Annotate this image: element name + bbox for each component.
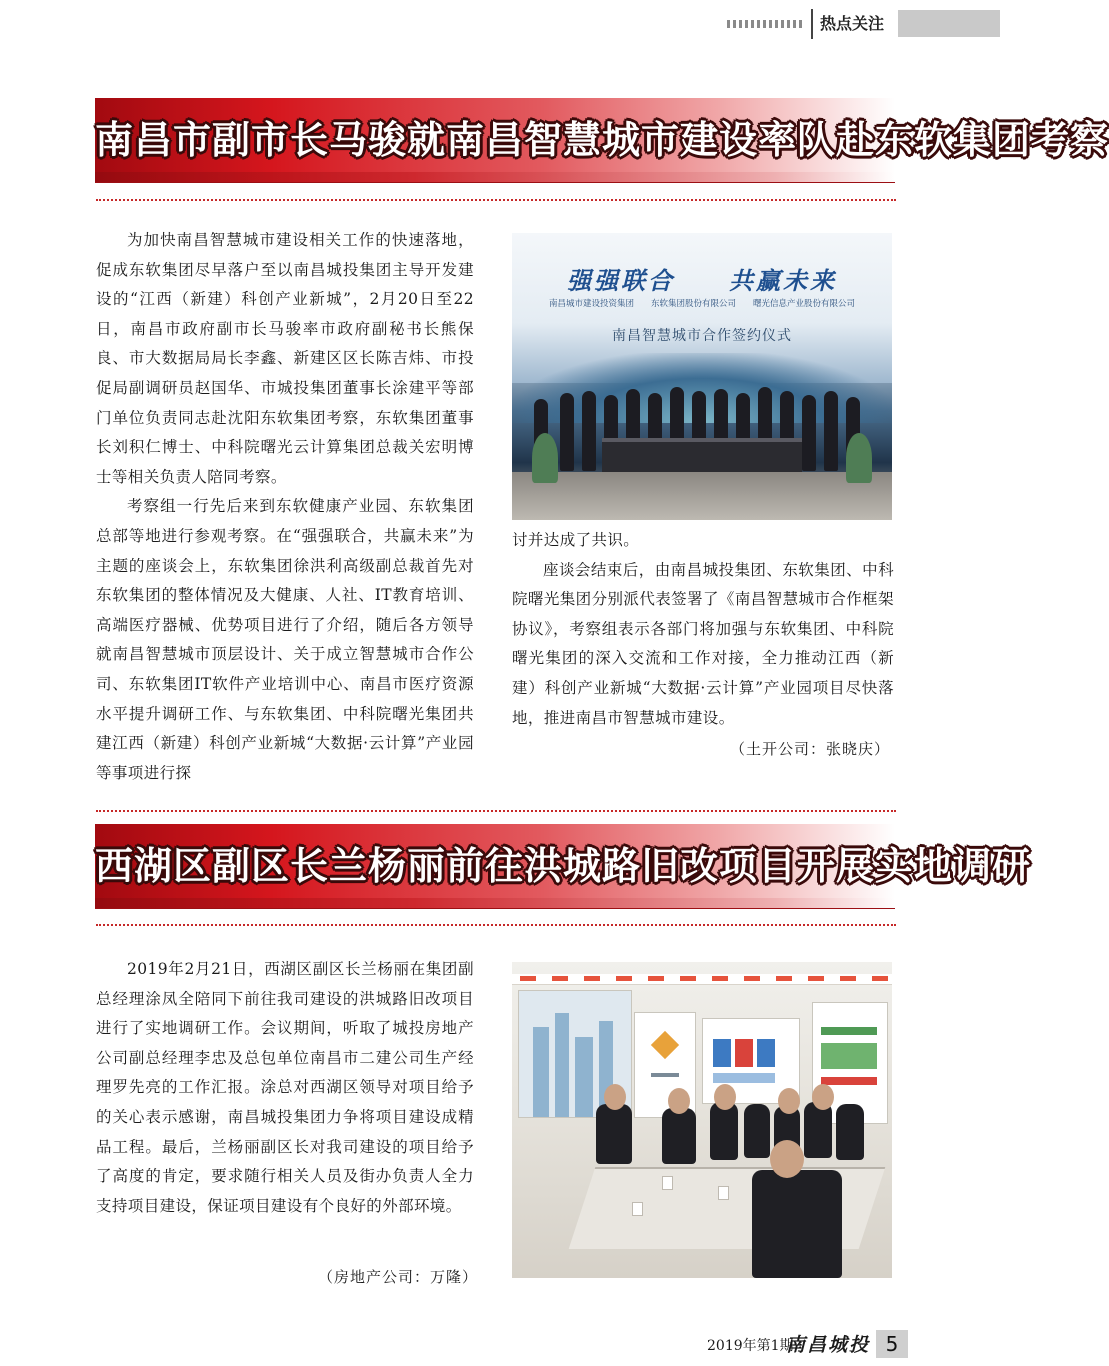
- article1-paragraph: 座谈会结束后，由南昌城投集团、东软集团、中科院曙光集团分别派代表签署了《南昌智慧城市合作框架协议》，考察组表示各部门将加强与东软集团、中科院曙光集团的深入交流和工作对接，全力推动江西（新建）科创产业新城“大数据·云计算”产业园项目尽快落地，推进南昌市智慧城市建设。: [512, 560, 894, 727]
- potted-plant: [846, 433, 872, 483]
- attendee-head: [770, 1140, 804, 1178]
- article1-paragraph: 考察组一行先后来到东软健康产业园、东软集团总部等地进行参观考察。在“强强联合，共赢未来”为主题的座谈会上，东软集团徐洪利高级副总裁首先对东软集团的整体情况及大健康、人社、IT教育培训、高端医疗器械、优势项目进行了介绍，随后各方领导就南昌智慧城市顶层设计、关于成立智慧城市合作公司、东软集团IT软件产业培训中心、南昌市医疗资源水平提升调研工作、与东软集团、中科院曙光集团共建江西（新建）科创产业新城“大数据·云计算”产业园等事项进行探: [96, 497, 474, 782]
- signing-ceremony-photo: [512, 233, 892, 520]
- header-separator: [811, 9, 813, 39]
- stage-floor: [512, 472, 892, 520]
- header-decoration-bars: [727, 20, 807, 28]
- backdrop-slogan: 强强联合 共赢未来: [567, 267, 837, 295]
- attendee-head: [778, 1088, 800, 1114]
- footer-issue: 2019年第1期: [707, 1338, 794, 1354]
- signing-table: [602, 438, 802, 476]
- attendee-head: [812, 1084, 834, 1110]
- paper-cup: [662, 1176, 673, 1190]
- backdrop-ceremony-title: 南昌智慧城市合作签约仪式: [612, 328, 792, 344]
- attendee-head: [714, 1084, 736, 1110]
- paper-cup: [718, 1186, 729, 1200]
- meeting-room-photo: [512, 962, 892, 1278]
- dotted-divider-top: [96, 199, 896, 201]
- dotted-divider-lower: [96, 924, 896, 926]
- header-grey-tab: [898, 10, 1000, 37]
- page-number: 5: [876, 1330, 908, 1358]
- article1-right-column: [512, 526, 894, 733]
- potted-plant: [532, 433, 558, 483]
- dotted-divider-middle: [96, 810, 896, 812]
- article1-left-column: [96, 226, 474, 788]
- article1-paragraph: 为加快南昌智慧城市建设相关工作的快速落地，促成东软集团尽早落户至以南昌城投集团主导开发建设的“江西（新建）科创产业新城”，2月20日至22日，南昌市政府副市长马骏率市政府副秘书长熊保良、市大数据局局长李鑫、新建区区长陈吉炜、市投促局副调研员赵国华、市城投集团董事长涂建平等部门单位负责同志赴沈阳东软集团考察，东软集团董事长刘积仁博士、中科院曙光云计算集团总裁关宏明博士等相关负责人陪同考察。: [96, 231, 474, 486]
- wall-logo-strip: [512, 974, 892, 985]
- section-label: 热点关注: [820, 14, 885, 33]
- article2-text-column: [96, 955, 474, 1221]
- attendee-head: [668, 1088, 690, 1114]
- article2-byline: （房地产公司：万隆）: [318, 1268, 479, 1286]
- footer-brand: 南昌城投: [786, 1334, 871, 1356]
- article2-paragraph: 2019年2月21日，西湖区副区长兰杨丽在集团副总经理涂凤全陪同下前往我司建设的洪城路旧改项目进行了实地调研工作。会议期间，听取了城投房地产公司副总经理李忠及总包单位南昌市二建公司生产经理罗先亮的工作汇报。涂总对西湖区领导对项目给予的关心表示感谢，南昌城投集团力争将项目建设成精品工程。最后，兰杨丽副区长对我司建设的项目给予了高度的肯定，要求随行相关人员及街办负责人全力支持项目建设，保证项目建设有个良好的外部环境。: [96, 960, 474, 1215]
- paper-cup: [632, 1202, 643, 1216]
- article2-title: 西湖区副区长兰杨丽前往洪城路旧改项目开展实地调研: [95, 844, 1032, 888]
- article1-byline: （土开公司：张晓庆）: [730, 740, 891, 758]
- article1-title-banner: [95, 98, 1109, 182]
- attendee-head: [604, 1084, 626, 1110]
- backdrop-organizations: 南昌城市建设投资集团 东软集团股份有限公司 曙光信息产业股份有限公司: [548, 299, 855, 309]
- article2-title-banner: [95, 824, 1032, 908]
- article1-title: 南昌市副市长马骏就南昌智慧城市建设率队赴东软集团考察: [95, 118, 1109, 162]
- article1-paragraph: 讨并达成了共识。: [512, 531, 640, 549]
